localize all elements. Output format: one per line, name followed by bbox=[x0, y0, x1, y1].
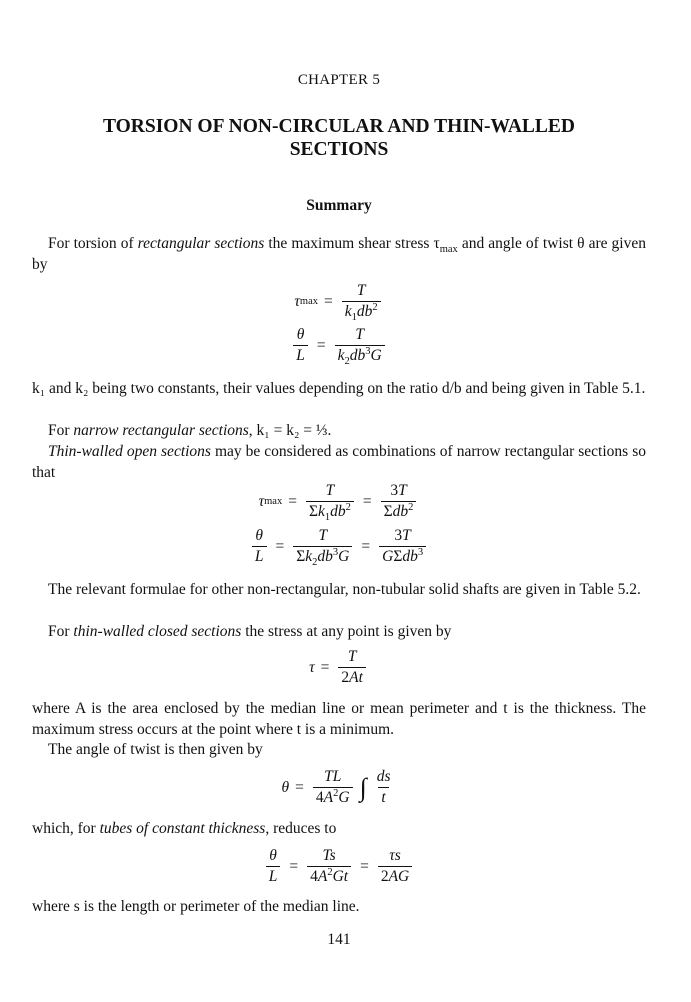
equation-twist-open: $\frac{\theta}{L}$ = $\frac{T}{\Sigma k_2db^3G}$ = $\frac{3T}{G\Sigma db^3}$ bbox=[32, 527, 646, 566]
paragraph-median-line: where s is the length or perimeter of the median line. bbox=[32, 898, 360, 915]
equation-twist-closed: θ = $\frac{TL}{4A^2G}$ ∫ $\frac{ds}{t}$ bbox=[281, 768, 391, 806]
paragraph-angle: The angle of twist is then given by bbox=[48, 741, 263, 758]
paragraph-constants: k₁ and k₂ being two constants, their values depending on the ratio d/b and being given in Table 5.1. bbox=[32, 380, 646, 397]
equation-tau-closed: τ = $\frac{T}{2At}$ bbox=[32, 648, 646, 687]
equation-twist-constant: $\frac{\theta}{L}$ = $\frac{Ts}{4A^2Gt}$ = $\frac{\tau s}{2AG}$ bbox=[32, 847, 646, 886]
summary-heading: Summary bbox=[306, 197, 372, 214]
paragraph-thin-open: Thin-walled open sections may be considered as combinations of narrow rectangular sections so that bbox=[32, 443, 646, 481]
paragraph-thin-closed: For thin-walled closed sections the stress at any point is given by bbox=[48, 623, 452, 640]
chapter-title bbox=[32, 115, 646, 161]
paragraph-other-shafts: The relevant formulae for other non-rectangular, non-tubular solid shafts are given in Table 5.2. bbox=[48, 581, 641, 598]
equation-twist-rect: $\frac{\theta}{L}$ = $\frac{T}{k_2db^3G}$ bbox=[32, 326, 646, 365]
paragraph-constant-thickness: which, for tubes of constant thickness, reduces to bbox=[32, 820, 337, 837]
equation-tau-max-rect: τ max = $\frac{T}{k_1db^2}$ bbox=[32, 282, 646, 321]
chapter-heading: CHAPTER 5 bbox=[297, 72, 381, 88]
chapter-title-line2: SECTIONS bbox=[289, 139, 389, 160]
equation-tau-max-open: τ max = $\frac{T}{\Sigma k_1db^2}$ = $\frac{3T}{\Sigma db^2}$ bbox=[32, 482, 646, 521]
paragraph-narrow: For narrow rectangular sections, k₁ = k₂ = ⅓. bbox=[48, 422, 332, 439]
paragraph-rectangular: For torsion of rectangular sections the maximum shear stress $\tau_{max}$ and angle of twist θ are given by bbox=[32, 235, 646, 273]
paragraph-area: where A is the area enclosed by the median line or mean perimeter and t is the thickness. The maximum stress occurs at the point where t is a minimum. bbox=[32, 700, 646, 738]
chapter-title-line1: TORSION OF NON-CIRCULAR AND THIN-WALLED bbox=[102, 116, 576, 137]
page-number: 141 bbox=[327, 931, 351, 948]
